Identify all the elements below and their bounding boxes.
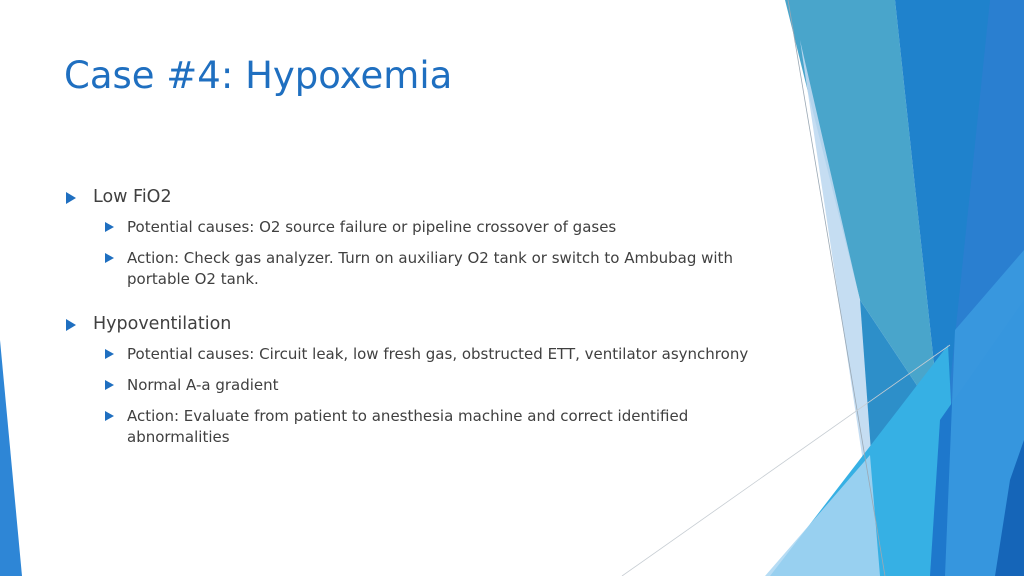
section-heading-text: Low FiO2	[93, 187, 172, 207]
sub-bullet-item	[103, 406, 784, 448]
section-heading	[64, 312, 784, 336]
sub-bullet-text: Potential causes: O2 source failure or pipeline crossover of gases	[127, 218, 617, 236]
section-hypoventilation	[64, 312, 784, 448]
section-heading	[64, 185, 784, 209]
sub-bullet-item	[103, 217, 784, 238]
triangle-bullet-icon	[105, 349, 114, 359]
sub-bullet-item	[103, 375, 784, 396]
left-edge-shape	[0, 340, 22, 576]
sub-bullet-list	[103, 344, 784, 448]
triangle-bullet-icon	[66, 192, 76, 204]
bullet-content	[64, 185, 784, 458]
sub-bullet-text: Potential causes: Circuit leak, low fresh gas, obstructed ETT, ventilator asynchrony	[127, 345, 749, 363]
sub-bullet-text: Normal A-a gradient	[127, 376, 279, 394]
triangle-bullet-icon	[105, 253, 114, 263]
triangle-bullet-icon	[105, 411, 114, 421]
triangle-bullet-icon	[66, 319, 76, 331]
sub-bullet-text: Action: Evaluate from patient to anesthesia machine and correct identified abnormalities	[127, 407, 689, 446]
facet-lower-pale	[765, 455, 880, 576]
triangle-bullet-icon	[105, 380, 114, 390]
sub-bullet-item	[103, 248, 784, 290]
slide-title: Case #4: Hypoxemia	[64, 54, 453, 97]
sub-bullet-list	[103, 217, 784, 290]
sub-bullet-text: Action: Check gas analyzer. Turn on auxiliary O2 tank or switch to Ambubag with portable O2 tank.	[127, 249, 733, 288]
section-heading-text: Hypoventilation	[93, 314, 232, 334]
sub-bullet-item	[103, 344, 784, 365]
triangle-bullet-icon	[105, 222, 114, 232]
section-low-fio2	[64, 185, 784, 290]
